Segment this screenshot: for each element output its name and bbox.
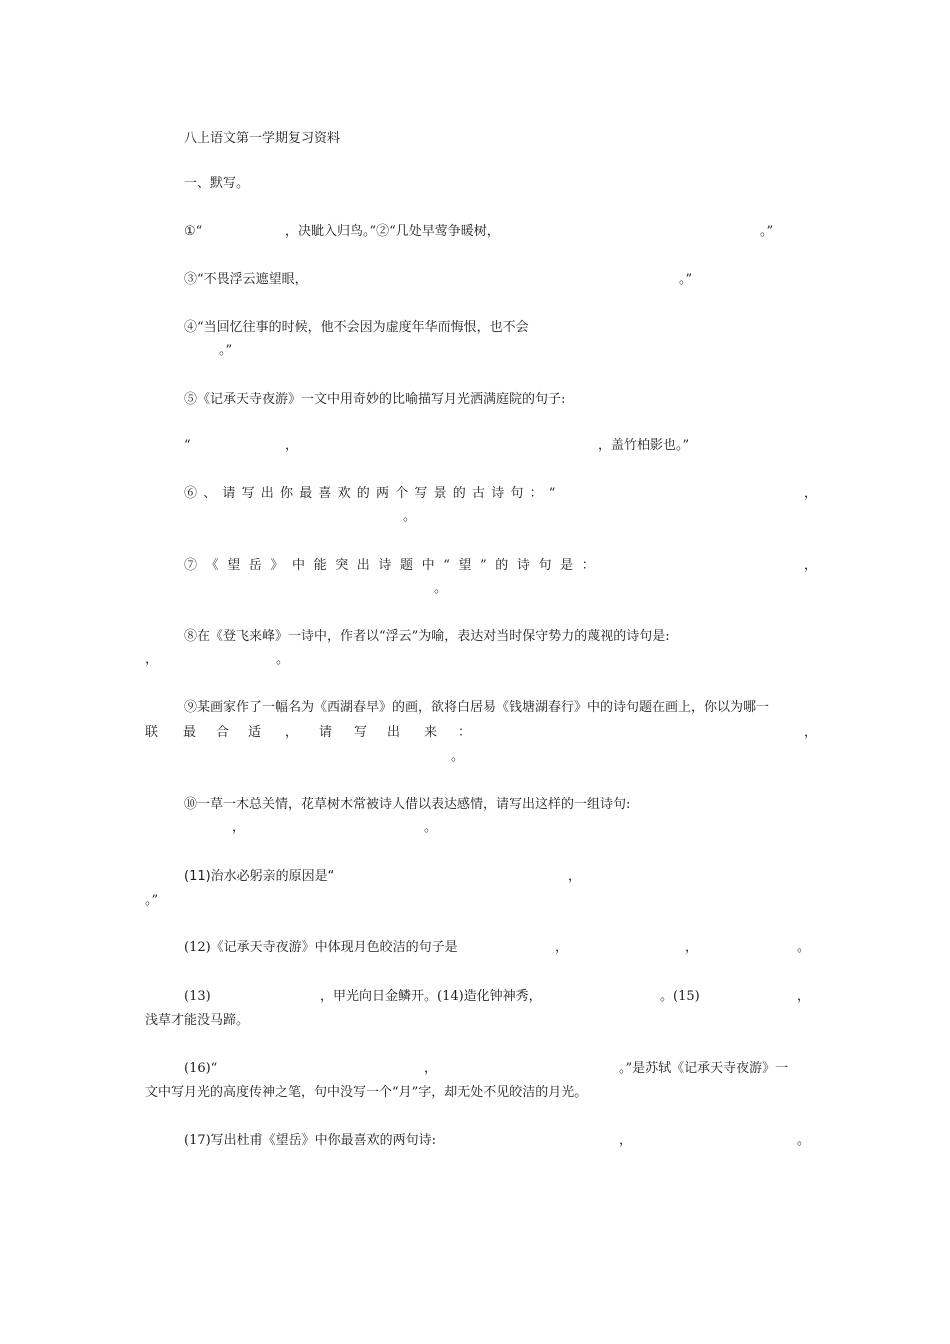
question-9-text: ⑨某画家作了一幅名为《西湖春早》的画，欲将白居易《钱塘湖春行》中的诗句题在画上，你以为哪一 [184, 700, 770, 715]
question-4-end: 。” [219, 343, 233, 358]
question-1-start: ①“ [184, 224, 203, 239]
question-16-comma: ， [424, 1061, 438, 1076]
question-13-label: (13) [184, 989, 211, 1004]
question-12-comma-2: ， [685, 940, 699, 955]
question-9-char: 请 [319, 725, 333, 740]
question-15-comma: ， [797, 989, 811, 1004]
question-9-char: 出 [387, 725, 401, 740]
question-9-char: 合 [216, 725, 230, 740]
question-17-comma: ， [619, 1133, 633, 1148]
question-9-comma: ， [804, 725, 818, 740]
question-3-end: 。” [679, 272, 693, 287]
question-8-end: 。 [276, 652, 290, 667]
question-8-comma: ， [145, 652, 159, 667]
question-12-text: (12)《记承天寺夜游》中体现月色皎洁的句子是 [184, 940, 458, 955]
question-1-text: ，决眦入归鸟。”②“几处早莺争暖树， [285, 224, 500, 239]
question-7-end: 。 [434, 581, 448, 596]
question-13-14-text: ，甲光向日金鳞开。(14)造化钟神秀， [320, 989, 542, 1004]
question-15-label: 。(15) [660, 989, 700, 1004]
question-11-text: (11)治水必躬亲的原因是“ [184, 869, 335, 884]
question-12-end: 。 [797, 940, 811, 955]
question-6-end: 。 [403, 509, 417, 524]
question-8-text: ⑧在《登飞来峰》一诗中，作者以“浮云”为喻，表达对当时保守势力的蔑视的诗句是: [184, 629, 670, 644]
question-3-text: ③“不畏浮云遮望眼， [184, 272, 308, 287]
question-16-text: 。”是苏轼《记承天寺夜游》一 [619, 1061, 789, 1076]
question-7-comma: ， [804, 558, 818, 573]
question-16-start: (16)“ [184, 1061, 218, 1076]
question-9-end: 。 [451, 749, 465, 764]
question-6-text: ⑥、请写出你最喜欢的两个写景的古诗句：“ [184, 486, 562, 501]
question-9-char: ， [285, 725, 299, 740]
question-12-comma-1: ， [555, 940, 569, 955]
question-9-char: ： [458, 725, 472, 740]
question-11-comma: ， [568, 869, 582, 884]
question-9-char: 来 [424, 725, 438, 740]
question-10-end: 。 [424, 820, 438, 835]
question-17-text: (17)写出杜甫《望岳》中你最喜欢的两句诗: [184, 1133, 437, 1148]
document-title: 八上语文第一学期复习资料 [184, 131, 341, 146]
question-10-text: ⑩一草一木总关情，花草树木常被诗人借以表达感情，请写出这样的一组诗句: [184, 797, 631, 812]
question-9-char: 适 [248, 725, 262, 740]
question-9-char: 最 [183, 725, 197, 740]
question-4-text: ④“当回忆往事的时候，他不会因为虚度年华而悔恨，也不会 [184, 320, 529, 335]
question-16-end: 文中写月光的高度传神之笔，句中没写一个“月”字，却无处不见皎洁的月光。 [145, 1085, 588, 1100]
question-5-quote-open: “ [184, 438, 191, 453]
question-9-char: 联 [145, 725, 159, 740]
question-5-text: ⑤《记承天寺夜游》一文中用奇妙的比喻描写月光洒满庭院的句子: [184, 392, 566, 407]
question-7-text: ⑦《望岳》中能突出诗题中“望”的诗句是： [184, 558, 604, 573]
question-2-end: 。” [760, 224, 774, 239]
question-5-end: ，盖竹柏影也。” [598, 438, 690, 453]
question-6-comma: ， [804, 486, 818, 501]
question-17-end: 。 [797, 1133, 811, 1148]
question-5-comma: ， [285, 438, 299, 453]
question-15-end: 浅草才能没马蹄。 [145, 1013, 250, 1028]
question-11-end: 。” [145, 893, 159, 908]
question-9-char: 写 [354, 725, 368, 740]
question-10-comma: ， [232, 820, 246, 835]
section-heading: 一、默写。 [184, 176, 250, 191]
